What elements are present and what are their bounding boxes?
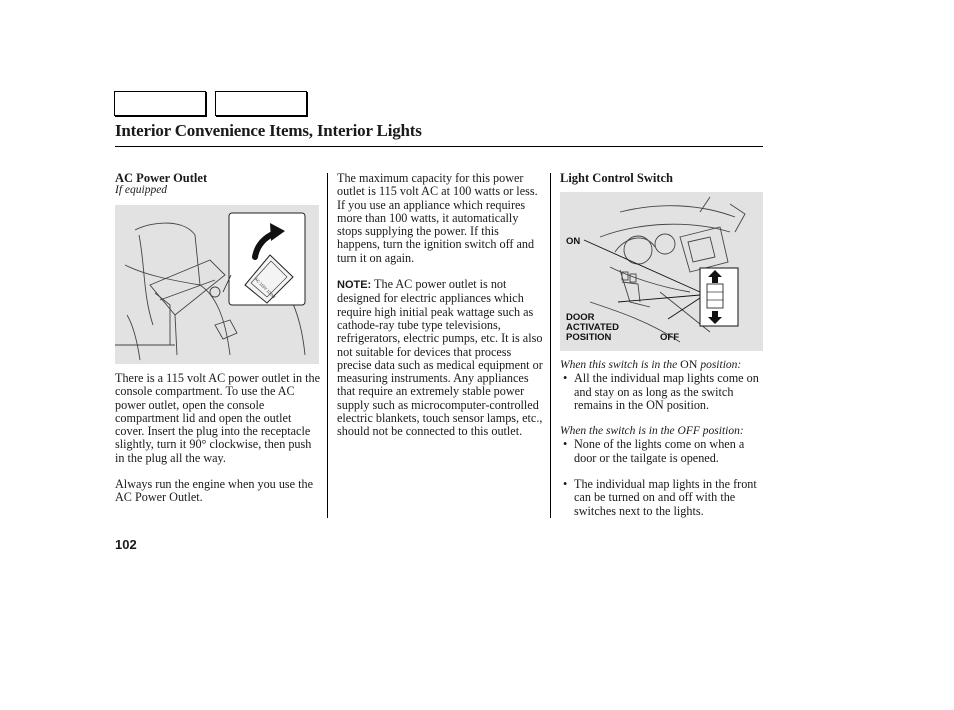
section-heading-light-switch: Light Control Switch <box>560 171 673 185</box>
page-number: 102 <box>115 537 137 552</box>
off-bullet-2-text: The individual map lights in the front can be turned on and off with the switches next to the lights. <box>574 477 757 518</box>
label-on: ON <box>566 236 581 247</box>
ac-outlet-engine-note: Always run the engine when you use the AC Power Outlet. <box>115 477 313 505</box>
ac-outlet-illustration-icon <box>115 205 319 364</box>
on-bullet-text: All the individual map lights come on and stay on as long as the switch remains in the ON position. <box>574 371 759 412</box>
left-body <box>115 372 320 505</box>
on-caption-prefix: When this switch is in the <box>560 359 681 371</box>
left-column <box>115 172 320 198</box>
ac-outlet-instructions: There is a 115 volt AC power outlet in the console compartment. To use the AC power outlet, open the console compartment lid and open the outlet cover. Insert the plug into the receptacle slightly, turn it 90° clockwise, then push in the plug all the way. <box>115 371 321 465</box>
svg-text:AC 115V 100W: AC 115V 100W <box>253 276 277 300</box>
off-bullet-1-text: None of the lights come on when a door or the tailgate is opened. <box>574 437 745 465</box>
column-divider-left <box>327 173 328 518</box>
label-door-line1: DOOR <box>566 312 595 323</box>
nav-button-previous[interactable] <box>114 91 206 116</box>
label-door-line2: ACTIVATED <box>566 322 619 333</box>
column-divider-right <box>550 173 551 518</box>
off-bullet-2: • The individual map lights in the front can be turned on and off with the switches next to the lights. <box>560 478 765 518</box>
off-bullet-1: • None of the lights come on when a door or the tailgate is opened. <box>560 438 765 465</box>
title-divider <box>115 146 763 147</box>
note-text: The AC power outlet is not designed for electric appliances which require high initial peak wattage such as cathode-ray tube type televisions, refrigerators, electric pumps, etc. It is also not suitable for devices that process precise data such as medical equipment or measuring instruments. Any appliances that require an extremely stable power supply such as microcomputer-controlled electric blankets, touch sensor lamps, etc., should not be connected to this outlet. <box>337 277 543 439</box>
label-off: OFF <box>660 332 679 343</box>
section-heading-ac-outlet: AC Power Outlet <box>115 171 208 185</box>
note-label: NOTE: <box>337 279 372 292</box>
on-caption-suffix: position: <box>697 359 742 371</box>
dashboard-light-switch-illustration-icon <box>560 192 763 351</box>
off-caption: When the switch is in the OFF position: <box>560 425 744 438</box>
page-title: Interior Convenience Items, Interior Lights <box>115 121 422 140</box>
right-column <box>560 172 765 185</box>
on-caption-word: ON <box>680 357 698 371</box>
right-body <box>560 358 765 518</box>
on-caption <box>560 358 765 372</box>
middle-column <box>337 172 544 439</box>
on-bullet: • All the individual map lights come on and stay on as long as the switch remains in the ON position. <box>560 372 765 412</box>
label-door-line3: POSITION <box>566 332 612 343</box>
note-paragraph <box>337 278 544 439</box>
capacity-paragraph: The maximum capacity for this power outlet is 115 volt AC at 100 watts or less. If you use an appliance which requires more than 100 watts, it automatically stops supplying the power. If this happens, turn the ignition switch off and turn it on again. <box>337 171 538 265</box>
section-subheading: If equipped <box>115 184 168 197</box>
nav-button-next[interactable] <box>215 91 307 116</box>
